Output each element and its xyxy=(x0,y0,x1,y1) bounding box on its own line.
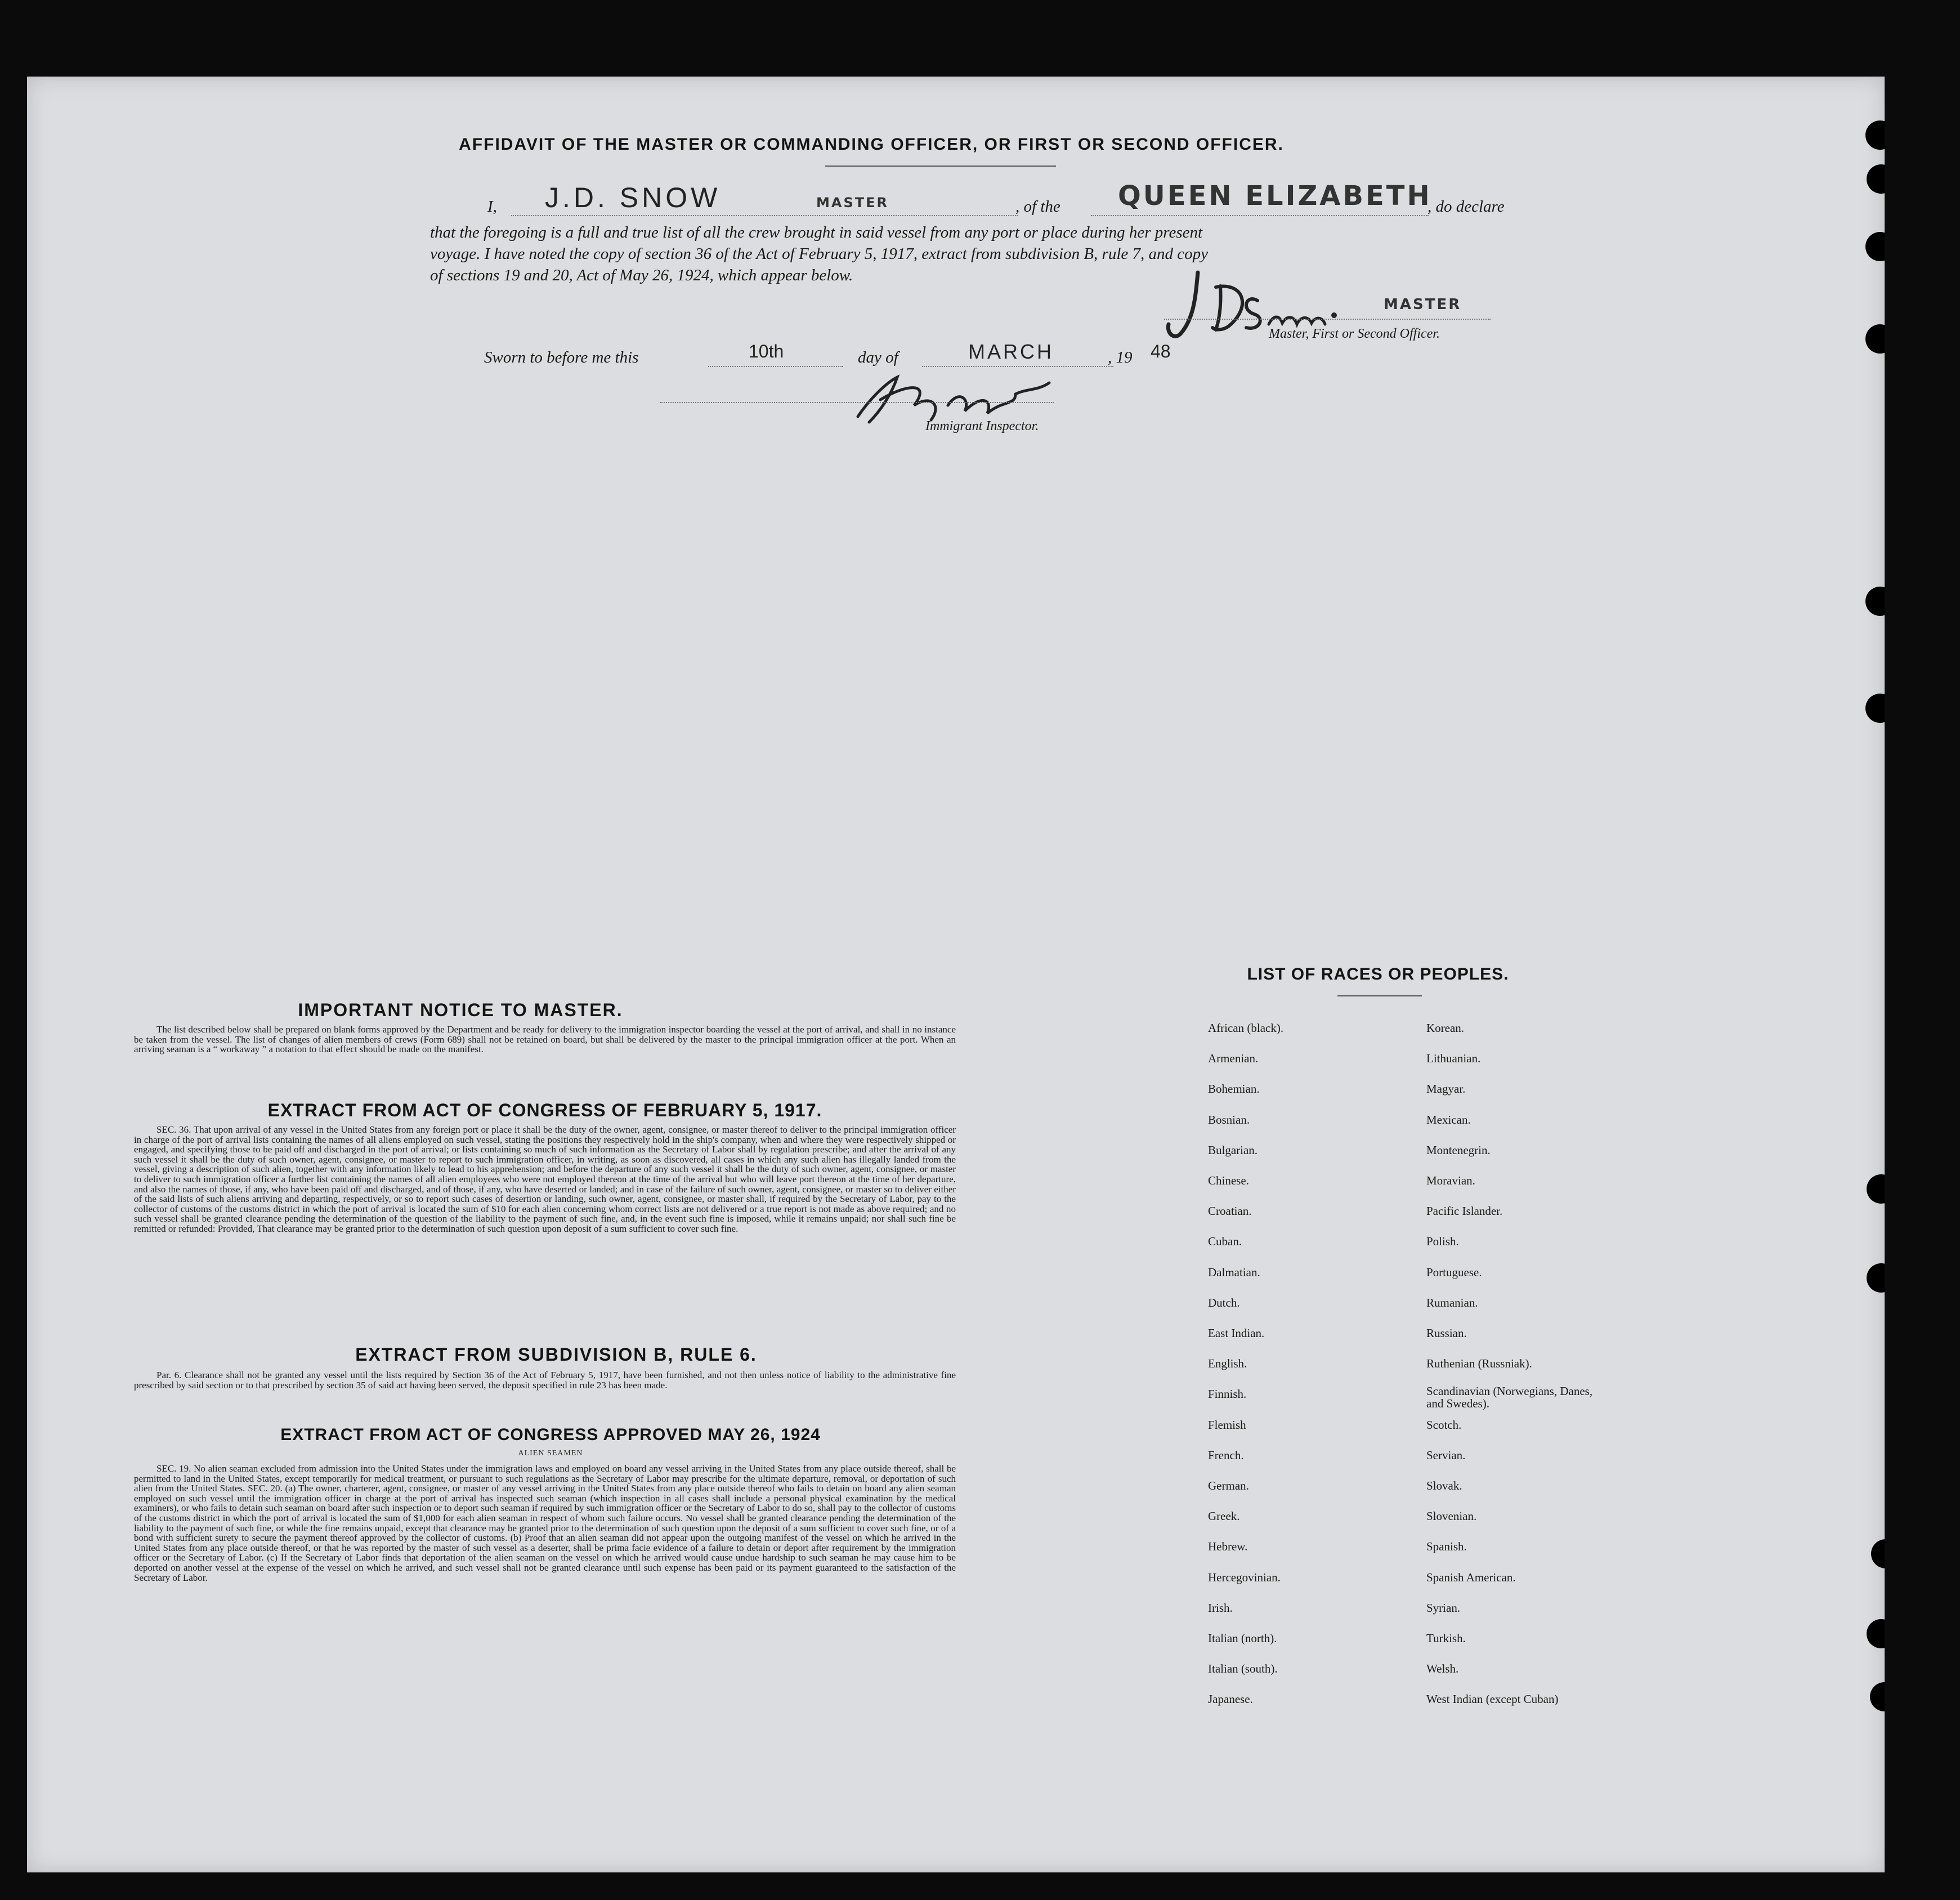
race-item: Slovak. xyxy=(1426,1479,1462,1492)
vessel-dotted-line xyxy=(1091,215,1429,216)
sworn-label: Sworn to before me this xyxy=(484,348,639,366)
race-item: Russian. xyxy=(1426,1326,1467,1340)
extract-1924-subtitle: ALIEN SEAMEN xyxy=(518,1449,583,1458)
race-item: French. xyxy=(1208,1448,1244,1462)
race-item: Italian (north). xyxy=(1208,1631,1277,1645)
race-item: Cuban. xyxy=(1208,1235,1242,1249)
race-item: African (black). xyxy=(1208,1021,1284,1035)
race-item: Italian (south). xyxy=(1208,1662,1278,1676)
race-item: Greek. xyxy=(1208,1509,1240,1523)
race-item: English. xyxy=(1208,1357,1247,1371)
of-the-label: , of the xyxy=(1015,198,1060,216)
inspector-caption: Immigrant Inspector. xyxy=(925,419,1039,433)
punch-hole xyxy=(1867,1263,1885,1293)
races-title: LIST OF RACES OR PEOPLES. xyxy=(1247,965,1509,983)
race-item: Scotch. xyxy=(1426,1418,1462,1432)
master-name: J.D. SNOW xyxy=(545,182,721,213)
race-item: Irish. xyxy=(1208,1601,1233,1615)
race-item: Hercegovinian. xyxy=(1208,1570,1281,1584)
race-item: Dutch. xyxy=(1208,1295,1240,1309)
race-item: Turkish. xyxy=(1426,1631,1466,1645)
race-item: Montenegrin. xyxy=(1426,1143,1491,1157)
punch-hole xyxy=(1865,587,1885,616)
sworn-month: MARCH xyxy=(968,340,1054,363)
extract-1917-text: SEC. 36. That upon arrival of any vessel in the United States from any foreign port or place it shall be the duty of the owner, agent, consignee, or master thereof to deliver to the principal immigration officer in charge of the port of arrival lists containing the names of all aliens employed on such vessel, stating the positions they respectively hold in the ship's company, when and where they were respectively shipped or engaged, and specifying those to be paid off and discharged in the port of arrival; or lists containing so much of such information as the Secretary of Labor shall by regulation prescribe; and after the arrival of any such vessel it shall be the duty of such owner, agent, consignee, or master to report to such immigration officer, in writing, as soon as discovered, all cases in which any such alien has illegally landed from the vessel, giving a description of such alien, together with any information likely to lead to his apprehension; and before the departure of any such vessel it shall be the duty of such owner, agent, consignee, or master to deliver to such immigration officer a further list containing the names of all alien employees who were not employed thereon at the time of the arrival but who will leave port thereon at the time of her departure, and also the names of those, if any, who have been paid off and discharged, and of those, if any, who have deserted or landed; and in case of the failure of such owner, agent, consignee, or master so to deliver either of the said lists of such aliens arriving and departing, respectively, or so to report such cases of desertion or landing, such owner, agent, consignee, or master shall, if required by the Secretary of Labor, pay to the collector of customs of the customs district in which the port of arrival is located the sum of $10 for each alien concerning whom correct lists are not delivered or a true report is not made as above required; and no such vessel shall be granted clearance pending the determination of the question of the liability to the payment of such fine, and, in the event such fine is imposed, while it remains unpaid; nor shall such fine be remitted or refunded: Provided, That clearance may be granted prior to the determination of such question upon deposit of a sum sufficient to cover such fine. xyxy=(134,1124,956,1234)
race-item: East Indian. xyxy=(1208,1326,1265,1340)
rule-6-title: EXTRACT FROM SUBDIVISION B, RULE 6. xyxy=(355,1344,757,1365)
affidavit-title: AFFIDAVIT OF THE MASTER OR COMMANDING OFFICER, OR FIRST OR SECOND OFFICER. xyxy=(459,135,1284,154)
race-item: Polish. xyxy=(1426,1235,1459,1249)
race-item: Mexican. xyxy=(1426,1112,1471,1126)
race-item: West Indian (except Cuban) xyxy=(1426,1692,1559,1706)
notice-text: The list described below shall be prepared on blank forms approved by the Department and be ready for delivery to the immigration inspector boarding the vessel at the port of arrival, and shall in no instance be taken from the vessel. The list of changes of alien members of crews (Form 689) shall not be retained on board, but shall be delivered by the master to the principal immigration officer at the port. When an arriving seaman is a “ workaway ” a notation to that effect should be made on the manifest. xyxy=(134,1024,956,1055)
title-divider xyxy=(825,166,1056,167)
notice-title: IMPORTANT NOTICE TO MASTER. xyxy=(298,1000,623,1020)
punch-hole xyxy=(1865,232,1885,261)
punch-hole xyxy=(1870,1682,1885,1711)
document-page xyxy=(27,77,1885,1872)
race-item: Korean. xyxy=(1426,1021,1465,1035)
extract-1917-title: EXTRACT FROM ACT OF CONGRESS OF FEBRUARY 5, 1917. xyxy=(267,1100,822,1120)
race-item: Magyar. xyxy=(1426,1082,1466,1096)
race-item: Japanese. xyxy=(1208,1692,1253,1706)
signature-caption: Master, First or Second Officer. xyxy=(1269,327,1440,341)
punch-hole xyxy=(1865,324,1885,354)
punch-hole xyxy=(1865,120,1885,150)
race-item: Slovenian. xyxy=(1426,1509,1477,1523)
declaration-line-3: of sections 19 and 20, Act of May 26, 1924, which appear below. xyxy=(430,266,853,284)
do-declare-label: , do declare xyxy=(1428,198,1505,216)
declaration-prefix: I, xyxy=(487,198,497,216)
race-item: Finnish. xyxy=(1208,1387,1247,1401)
declaration-line-2: voyage. I have noted the copy of section 36 of the Act of February 5, 1917, extract from subdivision B, rule 7, and copy xyxy=(430,245,1209,263)
sworn-year: 48 xyxy=(1151,341,1171,361)
race-item: Spanish American. xyxy=(1426,1570,1516,1584)
race-item: Lithuanian. xyxy=(1426,1052,1481,1066)
extract-1924-title: EXTRACT FROM ACT OF CONGRESS APPROVED MAY 26, 1924 xyxy=(280,1425,821,1444)
race-item: German. xyxy=(1208,1479,1249,1492)
race-item: Rumanian. xyxy=(1426,1295,1478,1309)
punch-hole xyxy=(1865,694,1885,723)
punch-hole xyxy=(1867,164,1885,194)
race-item: Dalmatian. xyxy=(1208,1265,1260,1279)
master-stamp: MASTER xyxy=(816,195,889,211)
race-item: Bosnian. xyxy=(1208,1112,1250,1126)
race-item: Chinese. xyxy=(1208,1174,1249,1187)
race-item: Bulgarian. xyxy=(1208,1143,1258,1157)
race-item: Welsh. xyxy=(1426,1662,1459,1676)
race-item: Syrian. xyxy=(1426,1601,1461,1615)
name-dotted-line xyxy=(511,215,1018,216)
punch-hole xyxy=(1871,1539,1885,1568)
signature-stamp: MASTER xyxy=(1384,296,1462,313)
race-item: Scandinavian (Norwegians, Danes, and Swedes). xyxy=(1426,1384,1593,1411)
races-title-divider xyxy=(1337,995,1422,996)
race-item: Bohemian. xyxy=(1208,1082,1260,1096)
signature-dotted-line xyxy=(1164,319,1491,320)
rule-6-text: Par. 6. Clearance shall not be granted any vessel until the lists required by Section 36 of the Act of February 5, 1917, have been furnished, and not then unless notice of liability to the administrative fine prescribed by said section or to that prescribed by section 35 of said act having been served, the deposit specified in rule 23 has been made. xyxy=(134,1370,956,1391)
extract-1924-text: SEC. 19. No alien seaman excluded from admission into the United States under the immigration laws and employed on board any vessel arriving in the United States from any place outside thereof, shall be permitted to land in the United States, except temporarily for medical treatment, or pursuant to such regulations as the Secretary of Labor may prescribe for the ultimate departure, removal, or deportation of such alien from the United States. SEC. 20. (a) The owner, charterer, agent, consignee, or master of any vessel arriving in the United States from any place outside thereof who fails to detain on board any alien seaman employed on such vessel until the immigration officer in charge at the port of arrival has inspected such seaman (which inspection in all cases shall include a personal physical examination by the medical examiners), or who fails to detain such seaman on board after such inspection or to deport such seaman if required by such immigration officer or the Secretary of Labor to do so, shall pay to the collector of customs of the customs district in which the port of arrival is located the sum of $1,000 for each alien seaman in respect of whom such failure occurs. No vessel shall be granted clearance pending the determination of the liability to the payment of such fine, or while the fine remains unpaid, except that clearance may be granted prior to the determination of such question upon the deposit of a sum sufficient to cover such fine, or of a bond with sufficient surety to secure the payment thereof approved by the collector of customs. (b) Proof that an alien seaman did not appear upon the outgoing manifest of the vessel on which he arrived in the United States from any place outside thereof, or that he was reported by the master of such vessel as a deserter, shall be prima facie evidence of a failure to detain or deport after requirement by the immigration officer or the Secretary of Labor. (c) If the Secretary of Labor finds that deportation of the alien seaman on the vessel on which he arrived would cause undue hardship to such seaman he may cause him to be deported on another vessel at the expense of the vessel on which he arrived, and such vessel shall not be granted clearance until such expense has been paid or its payment guaranteed to the satisfaction of the Secretary of Labor. xyxy=(134,1463,956,1583)
race-item: Croatian. xyxy=(1208,1204,1252,1218)
race-item: Flemish xyxy=(1208,1418,1246,1432)
day-of-label: day of xyxy=(858,348,898,366)
punch-hole xyxy=(1867,1174,1885,1204)
inspector-dotted-line xyxy=(660,402,1054,403)
race-item: Hebrew. xyxy=(1208,1540,1248,1554)
day-dotted-line xyxy=(708,366,843,367)
race-item: Moravian. xyxy=(1426,1174,1475,1187)
vessel-name: QUEEN ELIZABETH xyxy=(1118,180,1432,212)
race-item: Spanish. xyxy=(1426,1540,1467,1554)
year-prefix: , 19 xyxy=(1108,348,1133,366)
sworn-day: 10th xyxy=(749,341,784,361)
race-item: Servian. xyxy=(1426,1448,1466,1462)
race-item: Portuguese. xyxy=(1426,1265,1482,1279)
race-item: Ruthenian (Russniak). xyxy=(1426,1357,1532,1371)
race-item: Pacific Islander. xyxy=(1426,1204,1503,1218)
race-item: Armenian. xyxy=(1208,1052,1259,1066)
declaration-line-1: that the foregoing is a full and true list of all the crew brought in said vessel from any port or place during her present xyxy=(430,223,1203,242)
punch-hole xyxy=(1867,1619,1885,1648)
